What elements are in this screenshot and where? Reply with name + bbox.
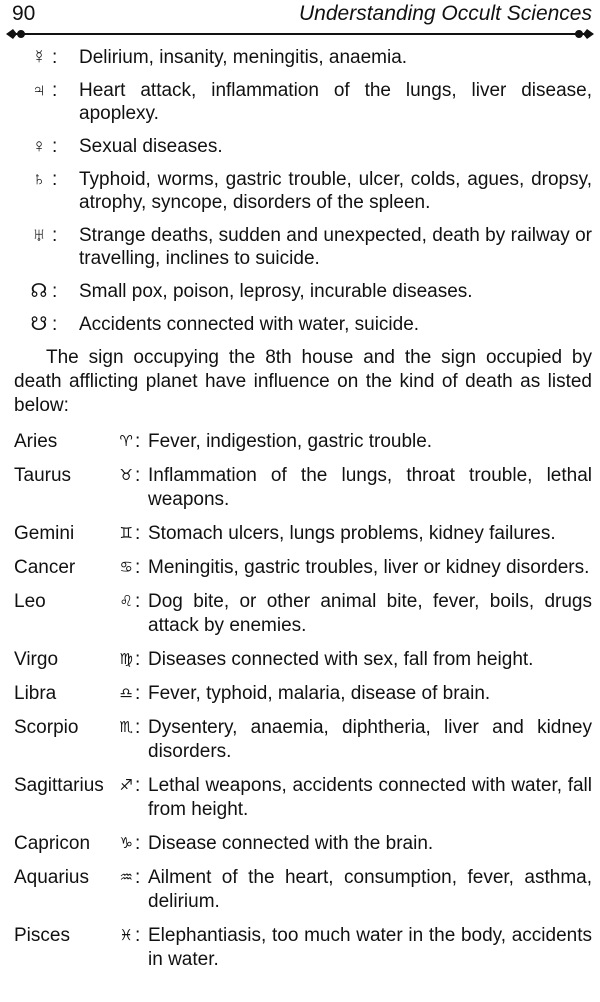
zodiac-symbol-icon: ♉ (119, 467, 133, 484)
sign-effects: Ailment of the heart, consumption, fever, asthma, delirium. (148, 867, 592, 912)
colon: : (52, 225, 58, 246)
header-rule (14, 33, 586, 35)
planet-symbol-icon: ♅ (31, 225, 47, 246)
planet-entry (0, 313, 592, 336)
sign-heading (14, 648, 133, 672)
sign-effects: Fever, indigestion, gastric trouble. (148, 431, 433, 452)
planet-symbol-icon: ♃ (31, 80, 47, 101)
sign-effects: Lethal weapons, accidents connected with water, fall from height. (148, 775, 592, 820)
sign-name: Scorpio (14, 717, 79, 738)
sign-entry (14, 648, 592, 672)
planet-symbol-icon: ♄ (31, 169, 47, 190)
sign-effects: Diseases connected with sex, fall from height. (148, 649, 534, 670)
intro-paragraph: The sign occupying the 8th house and the sign occupied by death afflicting planet have influence on the kind of death as listed below: (14, 347, 592, 416)
sign-effects: Elephantiasis, too much water in the body, accidents in water. (148, 925, 592, 970)
colon: : (52, 47, 58, 68)
sign-heading (14, 430, 133, 454)
sign-name: Virgo (14, 649, 59, 670)
colon: : (135, 867, 141, 888)
planet-effects: Heart attack, inflammation of the lungs, liver disease, apoplexy. (79, 80, 592, 124)
colon: : (135, 925, 141, 946)
sign-heading (14, 832, 133, 856)
colon: : (135, 775, 141, 796)
planet-effects: Delirium, insanity, meningitis, anaemia. (79, 47, 408, 68)
page-body (0, 46, 600, 982)
sign-list (0, 430, 600, 972)
colon: : (135, 649, 141, 670)
sign-heading (14, 590, 133, 614)
sign-name: Sagittarius (14, 775, 104, 796)
sign-heading (14, 716, 133, 740)
running-title: Understanding Occult Sciences (299, 2, 592, 25)
colon: : (135, 465, 141, 486)
sign-heading (14, 464, 133, 488)
sign-name: Leo (14, 591, 46, 612)
sign-name: Capricon (14, 833, 91, 854)
zodiac-symbol-icon: ♌ (119, 593, 133, 610)
sign-name: Taurus (14, 465, 72, 486)
zodiac-symbol-icon: ♎ (119, 685, 133, 702)
colon: : (135, 833, 141, 854)
planet-effects: Strange deaths, sudden and unexpected, death by railway or travelling, inclines to suicide. (79, 225, 592, 269)
planet-symbol-icon: ☿ (31, 47, 47, 68)
planet-entry (0, 280, 592, 303)
sign-name: Aquarius (14, 867, 89, 888)
page-number: 90 (12, 2, 36, 25)
sign-entry (14, 522, 592, 546)
colon: : (135, 683, 141, 704)
colon: : (52, 136, 58, 157)
sign-entry (14, 774, 592, 822)
colon: : (52, 169, 58, 190)
planet-entry (0, 79, 592, 125)
colon: : (135, 557, 141, 578)
sign-name: Gemini (14, 523, 75, 544)
planet-entry (0, 224, 592, 270)
planet-entry (0, 135, 592, 158)
sign-entry (14, 866, 592, 914)
zodiac-symbol-icon: ♍ (119, 651, 133, 668)
sign-name: Pisces (14, 925, 70, 946)
sign-heading (14, 522, 133, 546)
sign-effects: Dysentery, anaemia, diphtheria, liver and kidney disorders. (148, 717, 592, 762)
sign-entry (14, 464, 592, 512)
sign-name: Aries (14, 431, 58, 452)
sign-entry (14, 556, 592, 580)
sign-effects: Meningitis, gastric troubles, liver or kidney disorders. (148, 557, 590, 578)
planet-entry (0, 168, 592, 214)
sign-name: Cancer (14, 557, 76, 578)
planet-entry (0, 46, 592, 69)
zodiac-symbol-icon: ♓ (119, 927, 133, 944)
sign-effects: Stomach ulcers, lungs problems, kidney failures. (148, 523, 556, 544)
sign-entry (14, 430, 592, 454)
sign-heading (14, 682, 133, 706)
sign-heading (14, 924, 133, 948)
planet-effects: Typhoid, worms, gastric trouble, ulcer, colds, agues, dropsy, atrophy, syncope, disorders of the spleen. (79, 169, 592, 213)
zodiac-symbol-icon: ♑ (119, 835, 133, 852)
sign-heading (14, 866, 133, 890)
sign-effects: Disease connected with the brain. (148, 833, 434, 854)
sign-entry (14, 924, 592, 972)
colon: : (135, 591, 141, 612)
sign-entry (14, 716, 592, 764)
colon: : (52, 80, 58, 101)
planet-list (0, 46, 600, 336)
planet-symbol-icon: ♀ (31, 136, 47, 157)
sign-entry (14, 832, 592, 856)
planet-symbol-icon: ☋ (30, 314, 48, 335)
sign-heading (14, 774, 133, 798)
planet-effects: Small pox, poison, leprosy, incurable diseases. (79, 281, 473, 302)
zodiac-symbol-icon: ♈ (119, 433, 133, 450)
colon: : (135, 523, 141, 544)
sign-name: Libra (14, 683, 57, 704)
sign-heading (14, 556, 133, 580)
zodiac-symbol-icon: ♏ (119, 719, 133, 736)
planet-symbol-icon: ☊ (30, 281, 48, 302)
planet-effects: Sexual diseases. (79, 136, 223, 157)
sign-entry (14, 682, 592, 706)
planet-effects: Accidents connected with water, suicide. (79, 314, 420, 335)
colon: : (135, 717, 141, 738)
sign-effects: Fever, typhoid, malaria, disease of brain. (148, 683, 491, 704)
sign-effects: Inflammation of the lungs, throat trouble, lethal weapons. (148, 465, 592, 510)
zodiac-symbol-icon: ♒ (119, 869, 133, 886)
zodiac-symbol-icon: ♐ (119, 777, 133, 794)
colon: : (52, 281, 58, 302)
zodiac-symbol-icon: ♊ (119, 525, 133, 542)
sign-effects: Dog bite, or other animal bite, fever, boils, drugs attack by enemies. (148, 591, 592, 636)
ornament-left-icon (6, 28, 28, 40)
colon: : (52, 314, 58, 335)
zodiac-symbol-icon: ♋ (119, 559, 133, 576)
colon: : (135, 431, 141, 452)
ornament-right-icon (572, 28, 594, 40)
sign-entry (14, 590, 592, 638)
